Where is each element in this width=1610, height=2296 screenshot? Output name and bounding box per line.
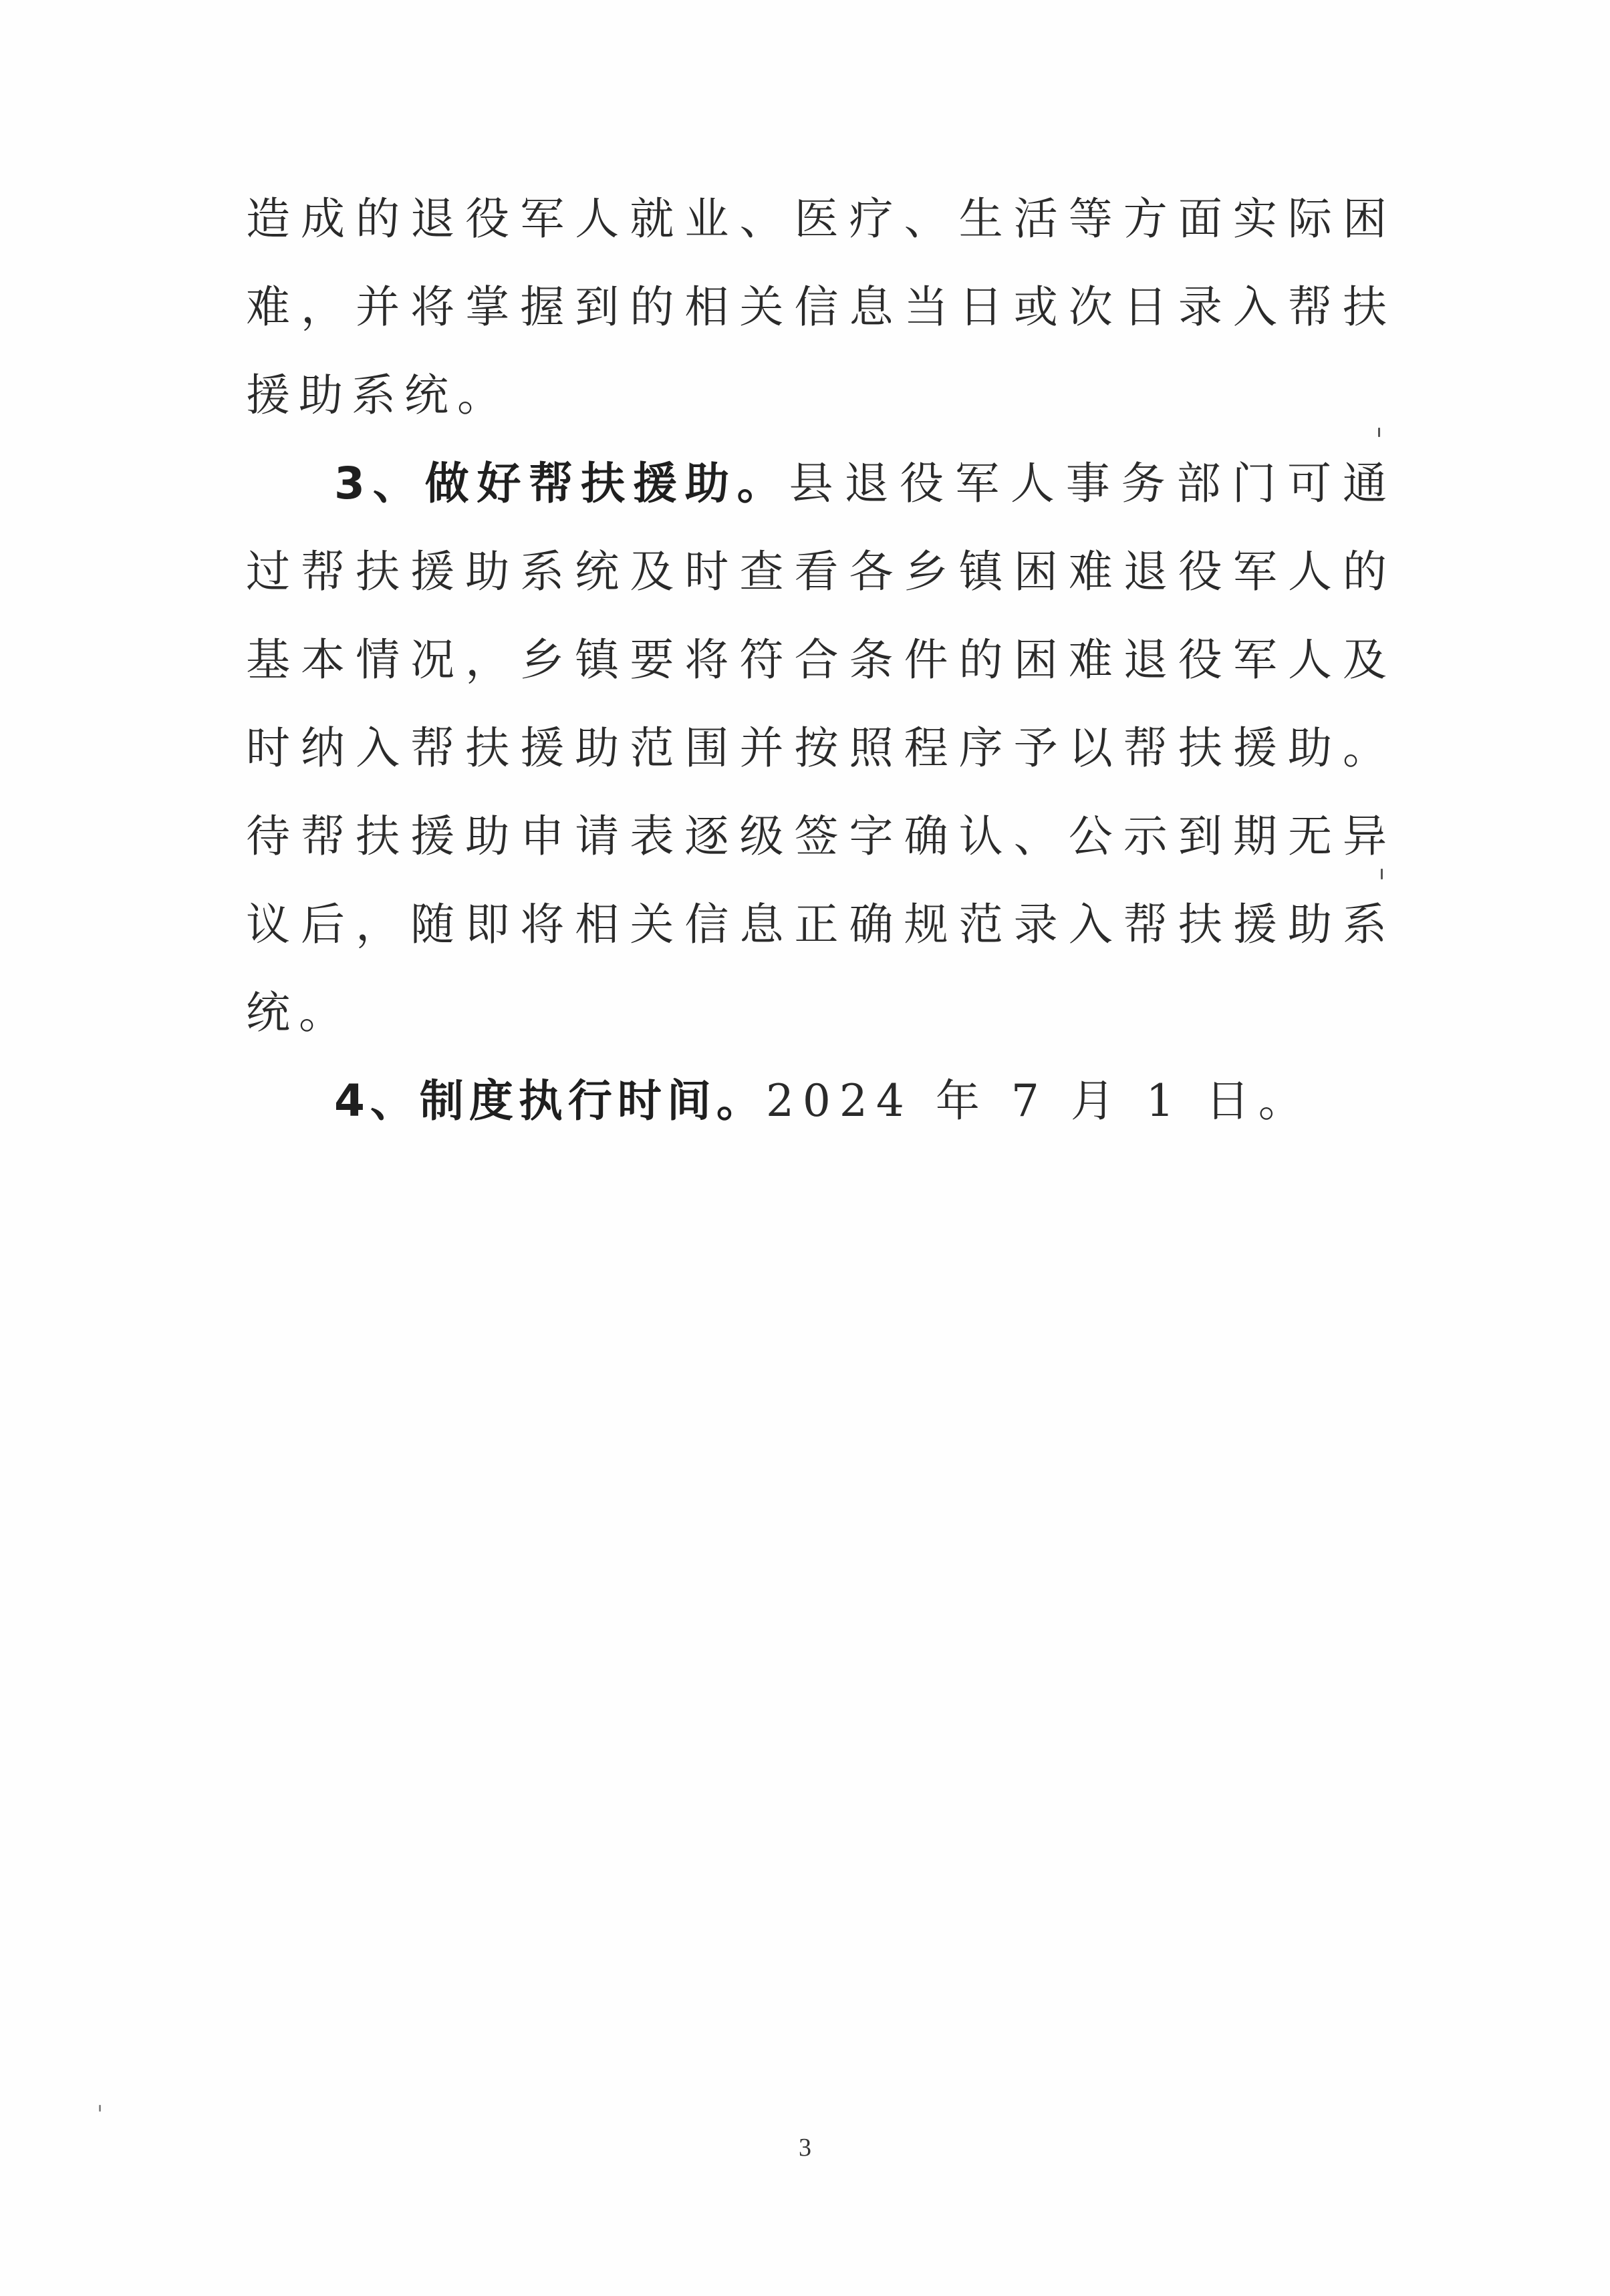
scan-speck <box>1378 428 1380 437</box>
paragraph-continuation <box>246 175 1395 440</box>
paragraph-3-text: 2024 年 7 月 1 日。 <box>765 1075 1311 1127</box>
paragraph-effective-date <box>246 1057 1395 1145</box>
paragraph-2-text: 县退役军人事务部门可通过帮扶援助系统及时查看各乡镇困难退役军人的基本情况，乡镇要将符合条件的困难退役军人及时纳入帮扶援助范围并按照程序予以帮扶援助。待帮扶援助申请表逐级签字确认、公示到期无异议后，随即将相关信息正确规范录入帮扶援助系统。 <box>246 458 1395 1038</box>
paragraph-1-text: 造成的退役军人就业、医疗、生活等方面实际困难，并将掌握到的相关信息当日或次日录入帮扶援助系统。 <box>246 193 1395 421</box>
scan-speck <box>99 2105 101 2112</box>
scan-speck <box>1381 869 1383 879</box>
page-number: 3 <box>799 2134 811 2162</box>
paragraph-assistance <box>246 440 1395 1057</box>
paragraph-2-lead: 3、做好帮扶援助。 <box>334 458 789 509</box>
paragraph-3-lead: 4、制度执行时间。 <box>334 1075 766 1127</box>
document-body <box>246 175 1395 1145</box>
